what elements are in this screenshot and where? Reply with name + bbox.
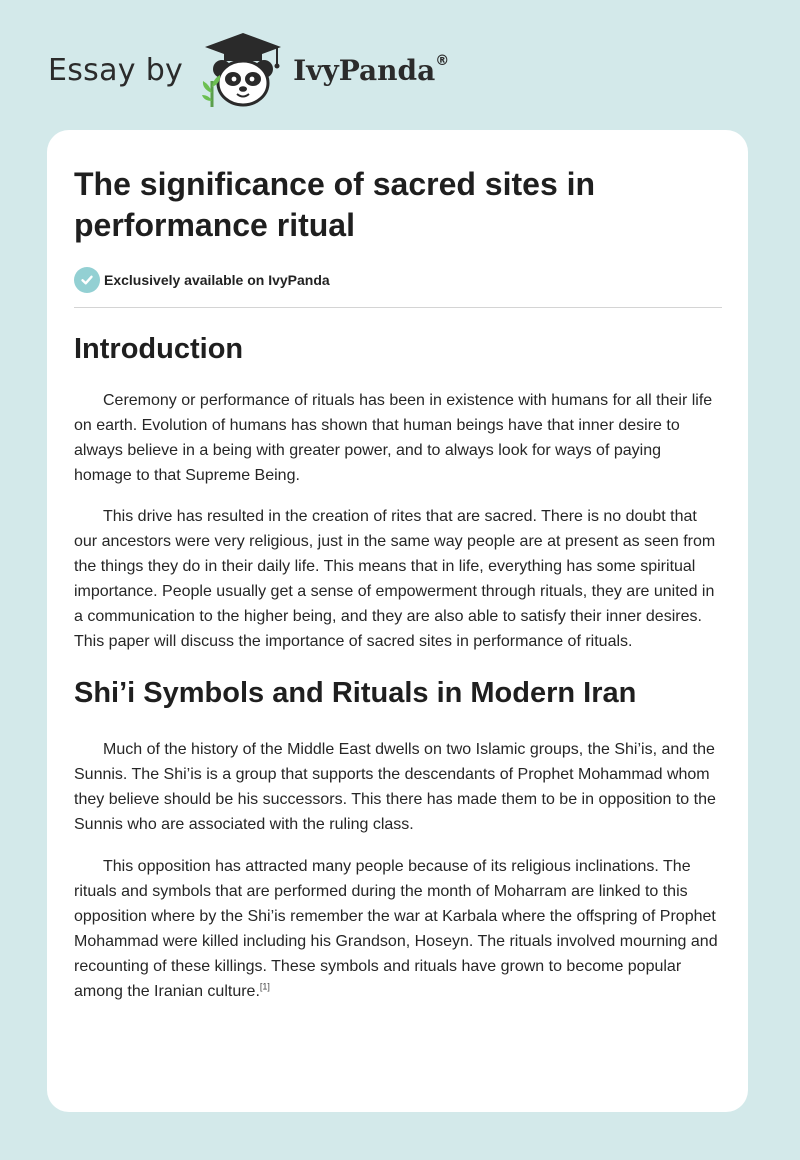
paragraph: Ceremony or performance of rituals has been in existence with humans for all their life on earth. Evolution of humans has shown that human beings have that inner desire to always believe in a being with greater power, and to always look for ways of paying homage to that Supreme Being. <box>74 392 713 484</box>
check-circle-icon <box>74 267 100 293</box>
site-header <box>48 30 449 110</box>
registered-mark: ® <box>435 53 450 70</box>
essay-by-label: Essay by <box>48 52 184 88</box>
brand-name-text: IvyPanda <box>293 53 436 87</box>
section-heading-introduction: Introduction <box>74 333 244 365</box>
page-title: The significance of sacred sites in performance ritual <box>74 166 596 243</box>
paragraph: Much of the history of the Middle East dwells on two Islamic groups, the Shi’is, and the Sunnis. The Shi’is is a group that supports the descendants of Prophet Mohammad whom they believe should be his successors. This there has made them to be in opposition to the Sunnis who are associated with the ruling class. <box>74 741 716 833</box>
exclusive-badge <box>74 266 722 294</box>
paragraph: This drive has resulted in the creation of rites that are sacred. There is no doubt that our ancestors were very religious, just in the same way people are at present as seen from the things they do in their daily life. This means that in life, everything has some spiritual importance. People usually get a sense of empowerment through rituals, they are united in a communication to the higher being, and they are also able to satisfy their inner desires. This paper will discuss the importance of sacred sites in performance of rituals. <box>74 508 716 650</box>
paragraph <box>74 854 722 1004</box>
panda-logo-icon[interactable] <box>197 31 289 109</box>
divider <box>74 307 722 308</box>
brand-name[interactable] <box>293 54 449 87</box>
essay-card <box>47 130 748 1112</box>
paragraph-text: This opposition has attracted many people because of its religious inclinations. The rituals and symbols that are performed during the month of Moharram are linked to this opposition where by the Shi’is remember the war at Karbala where the offspring of Prophet Mohammad were killed including his Grandson, Hoseyn. The rituals involved mourning and recounting of these killings. These symbols and rituals have grown to become popular among the Iranian culture. <box>74 858 718 1000</box>
exclusive-label: Exclusively available on IvyPanda <box>104 272 330 288</box>
section-heading-shii-symbols: Shi’i Symbols and Rituals in Modern Iran <box>74 677 637 709</box>
footnote-link[interactable]: [1] <box>259 981 270 992</box>
